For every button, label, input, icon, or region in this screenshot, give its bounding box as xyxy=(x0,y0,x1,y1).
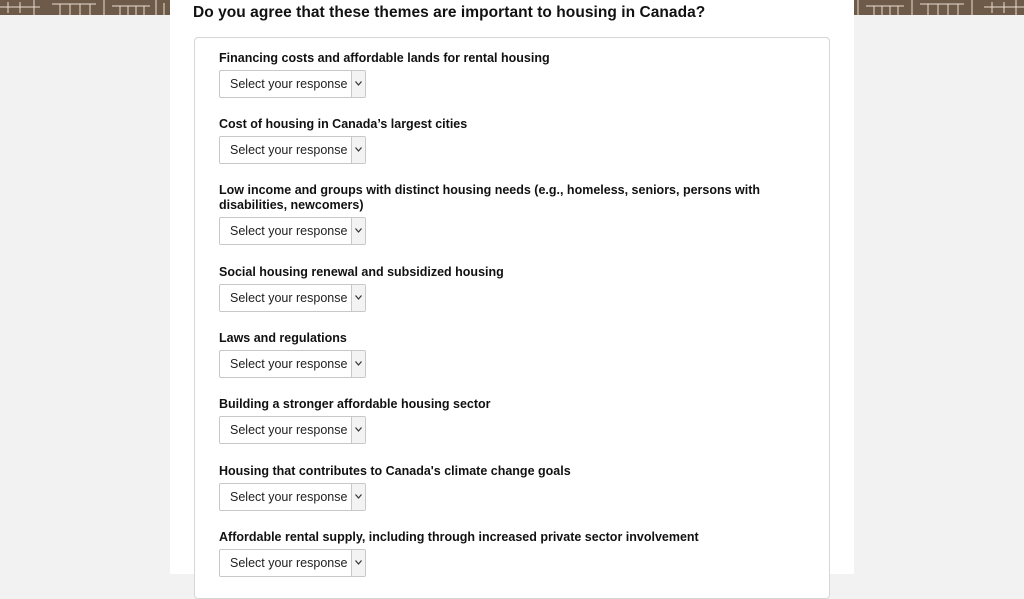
select-value: Select your response xyxy=(230,556,348,570)
response-select[interactable] xyxy=(219,136,366,164)
chevron-down-icon xyxy=(355,81,362,86)
select-value: Select your response xyxy=(230,423,348,437)
theme-item xyxy=(219,397,779,444)
page-title: Do you agree that these themes are important to housing in Canada? xyxy=(193,4,706,21)
theme-label: Social housing renewal and subsidized housing xyxy=(219,265,504,279)
theme-label: Laws and regulations xyxy=(219,331,347,345)
chevron-down-icon xyxy=(355,295,362,300)
dropdown-button[interactable] xyxy=(351,484,365,510)
response-select[interactable] xyxy=(219,350,366,378)
select-value: Select your response xyxy=(230,143,348,157)
dropdown-button[interactable] xyxy=(351,285,365,311)
select-value: Select your response xyxy=(230,77,348,91)
theme-item xyxy=(219,464,779,511)
chevron-down-icon xyxy=(355,228,362,233)
select-value: Select your response xyxy=(230,291,348,305)
theme-label: Affordable rental supply, including through increased private sector involvement xyxy=(219,530,699,544)
dropdown-button[interactable] xyxy=(351,550,365,576)
select-value: Select your response xyxy=(230,490,348,504)
dropdown-button[interactable] xyxy=(351,417,365,443)
theme-item xyxy=(219,51,779,98)
chevron-down-icon xyxy=(355,560,362,565)
response-select[interactable] xyxy=(219,416,366,444)
survey-content xyxy=(170,0,854,574)
theme-label: Low income and groups with distinct housing needs (e.g., homeless, seniors, persons with disabilities, newcomers) xyxy=(219,183,761,212)
dropdown-button[interactable] xyxy=(351,218,365,244)
decorative-banner-left xyxy=(0,0,170,15)
response-select[interactable] xyxy=(219,483,366,511)
select-value: Select your response xyxy=(230,357,348,371)
theme-label: Building a stronger affordable housing sector xyxy=(219,397,491,411)
theme-label: Financing costs and affordable lands for rental housing xyxy=(219,51,550,65)
theme-item xyxy=(219,117,779,164)
select-value: Select your response xyxy=(230,224,348,238)
dropdown-button[interactable] xyxy=(351,137,365,163)
chevron-down-icon xyxy=(355,147,362,152)
theme-item xyxy=(219,183,779,245)
theme-item xyxy=(219,331,779,378)
decorative-banner-right xyxy=(854,0,1024,15)
response-select[interactable] xyxy=(219,549,366,577)
chevron-down-icon xyxy=(355,427,362,432)
theme-label: Cost of housing in Canada’s largest cities xyxy=(219,117,468,131)
response-select[interactable] xyxy=(219,284,366,312)
chevron-down-icon xyxy=(355,494,362,499)
response-select[interactable] xyxy=(219,217,366,245)
dropdown-button[interactable] xyxy=(351,71,365,97)
response-select[interactable] xyxy=(219,70,366,98)
chevron-down-icon xyxy=(355,361,362,366)
themes-panel xyxy=(194,37,830,599)
dropdown-button[interactable] xyxy=(351,351,365,377)
theme-item xyxy=(219,265,779,312)
theme-label: Housing that contributes to Canada's climate change goals xyxy=(219,464,571,478)
theme-item xyxy=(219,530,779,577)
